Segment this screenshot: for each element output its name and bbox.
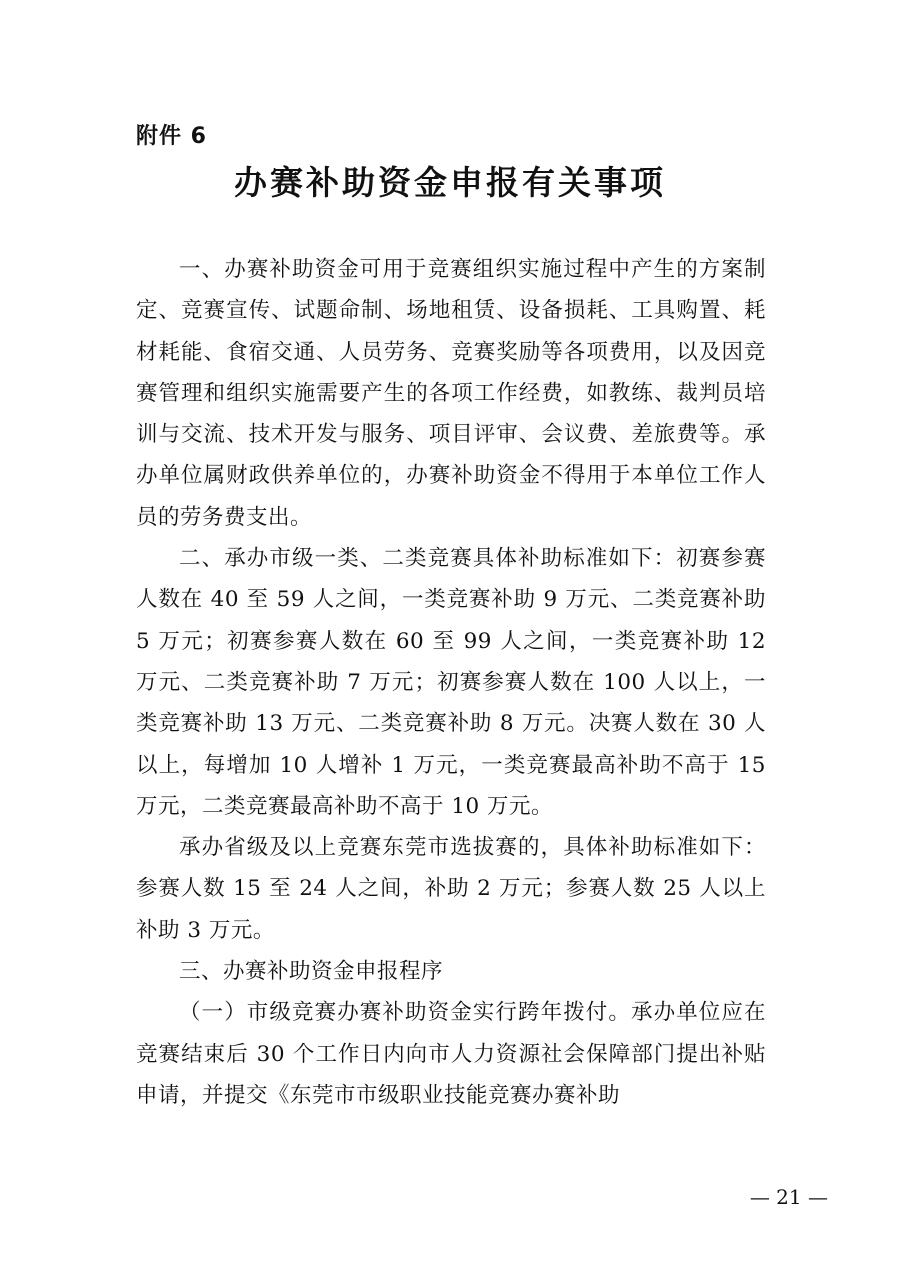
section-heading-application-procedure: 三、办赛补助资金申报程序	[179, 959, 444, 985]
paragraph-procedure-item-1: （一）市级竞赛办赛补助资金实行跨年拨付。承办单位应在竞赛结束后 30 个工作日内向市人力资源社会保障部门提出补贴申请，并提交《东莞市市级职业技能竞赛办赛补助	[136, 1000, 766, 1108]
document-body	[136, 249, 766, 1116]
document-title: 办赛补助资金申报有关事项	[234, 163, 666, 202]
paragraph-municipal-standards: 二、承办市级一类、二类竞赛具体补助标准如下：初赛参赛人数在 40 至 59 人之间，一类竞赛补助 9 万元、二类竞赛补助 5 万元；初赛参赛人数在 60 至 99 人之间，一类竞赛补助 12 万元、二类竞赛补助 7 万元；初赛参赛人数在 100 人以上，一类竞赛补助 13 万元、二类竞赛补助 8 万元。决赛人数在 30 人以上，每增加 10 人增补 1 万元，一类竞赛最高补助不高于 15 万元，二类竞赛最高补助不高于 10 万元。	[136, 546, 766, 819]
attachment-label: 附件 6	[136, 124, 207, 149]
paragraph-provincial-standards: 承办省级及以上竞赛东莞市选拔赛的，具体补助标准如下：参赛人数 15 至 24 人之间，补助 2 万元；参赛人数 25 人以上补助 3 万元。	[136, 835, 766, 943]
page-number: — 21 —	[749, 1185, 828, 1209]
paragraph-subsidy-usage: 一、办赛补助资金可用于竞赛组织实施过程中产生的方案制定、竞赛宣传、试题命制、场地租赁、设备损耗、工具购置、耗材耗能、食宿交通、人员劳务、竞赛奖励等各项费用，以及因竞赛管理和组织实施需要产生的各项工作经费，如教练、裁判员培训与交流、技术开发与服务、项目评审、会议费、差旅费等。承办单位属财政供养单位的，办赛补助资金不得用于本单位工作人员的劳务费支出。	[136, 257, 766, 530]
